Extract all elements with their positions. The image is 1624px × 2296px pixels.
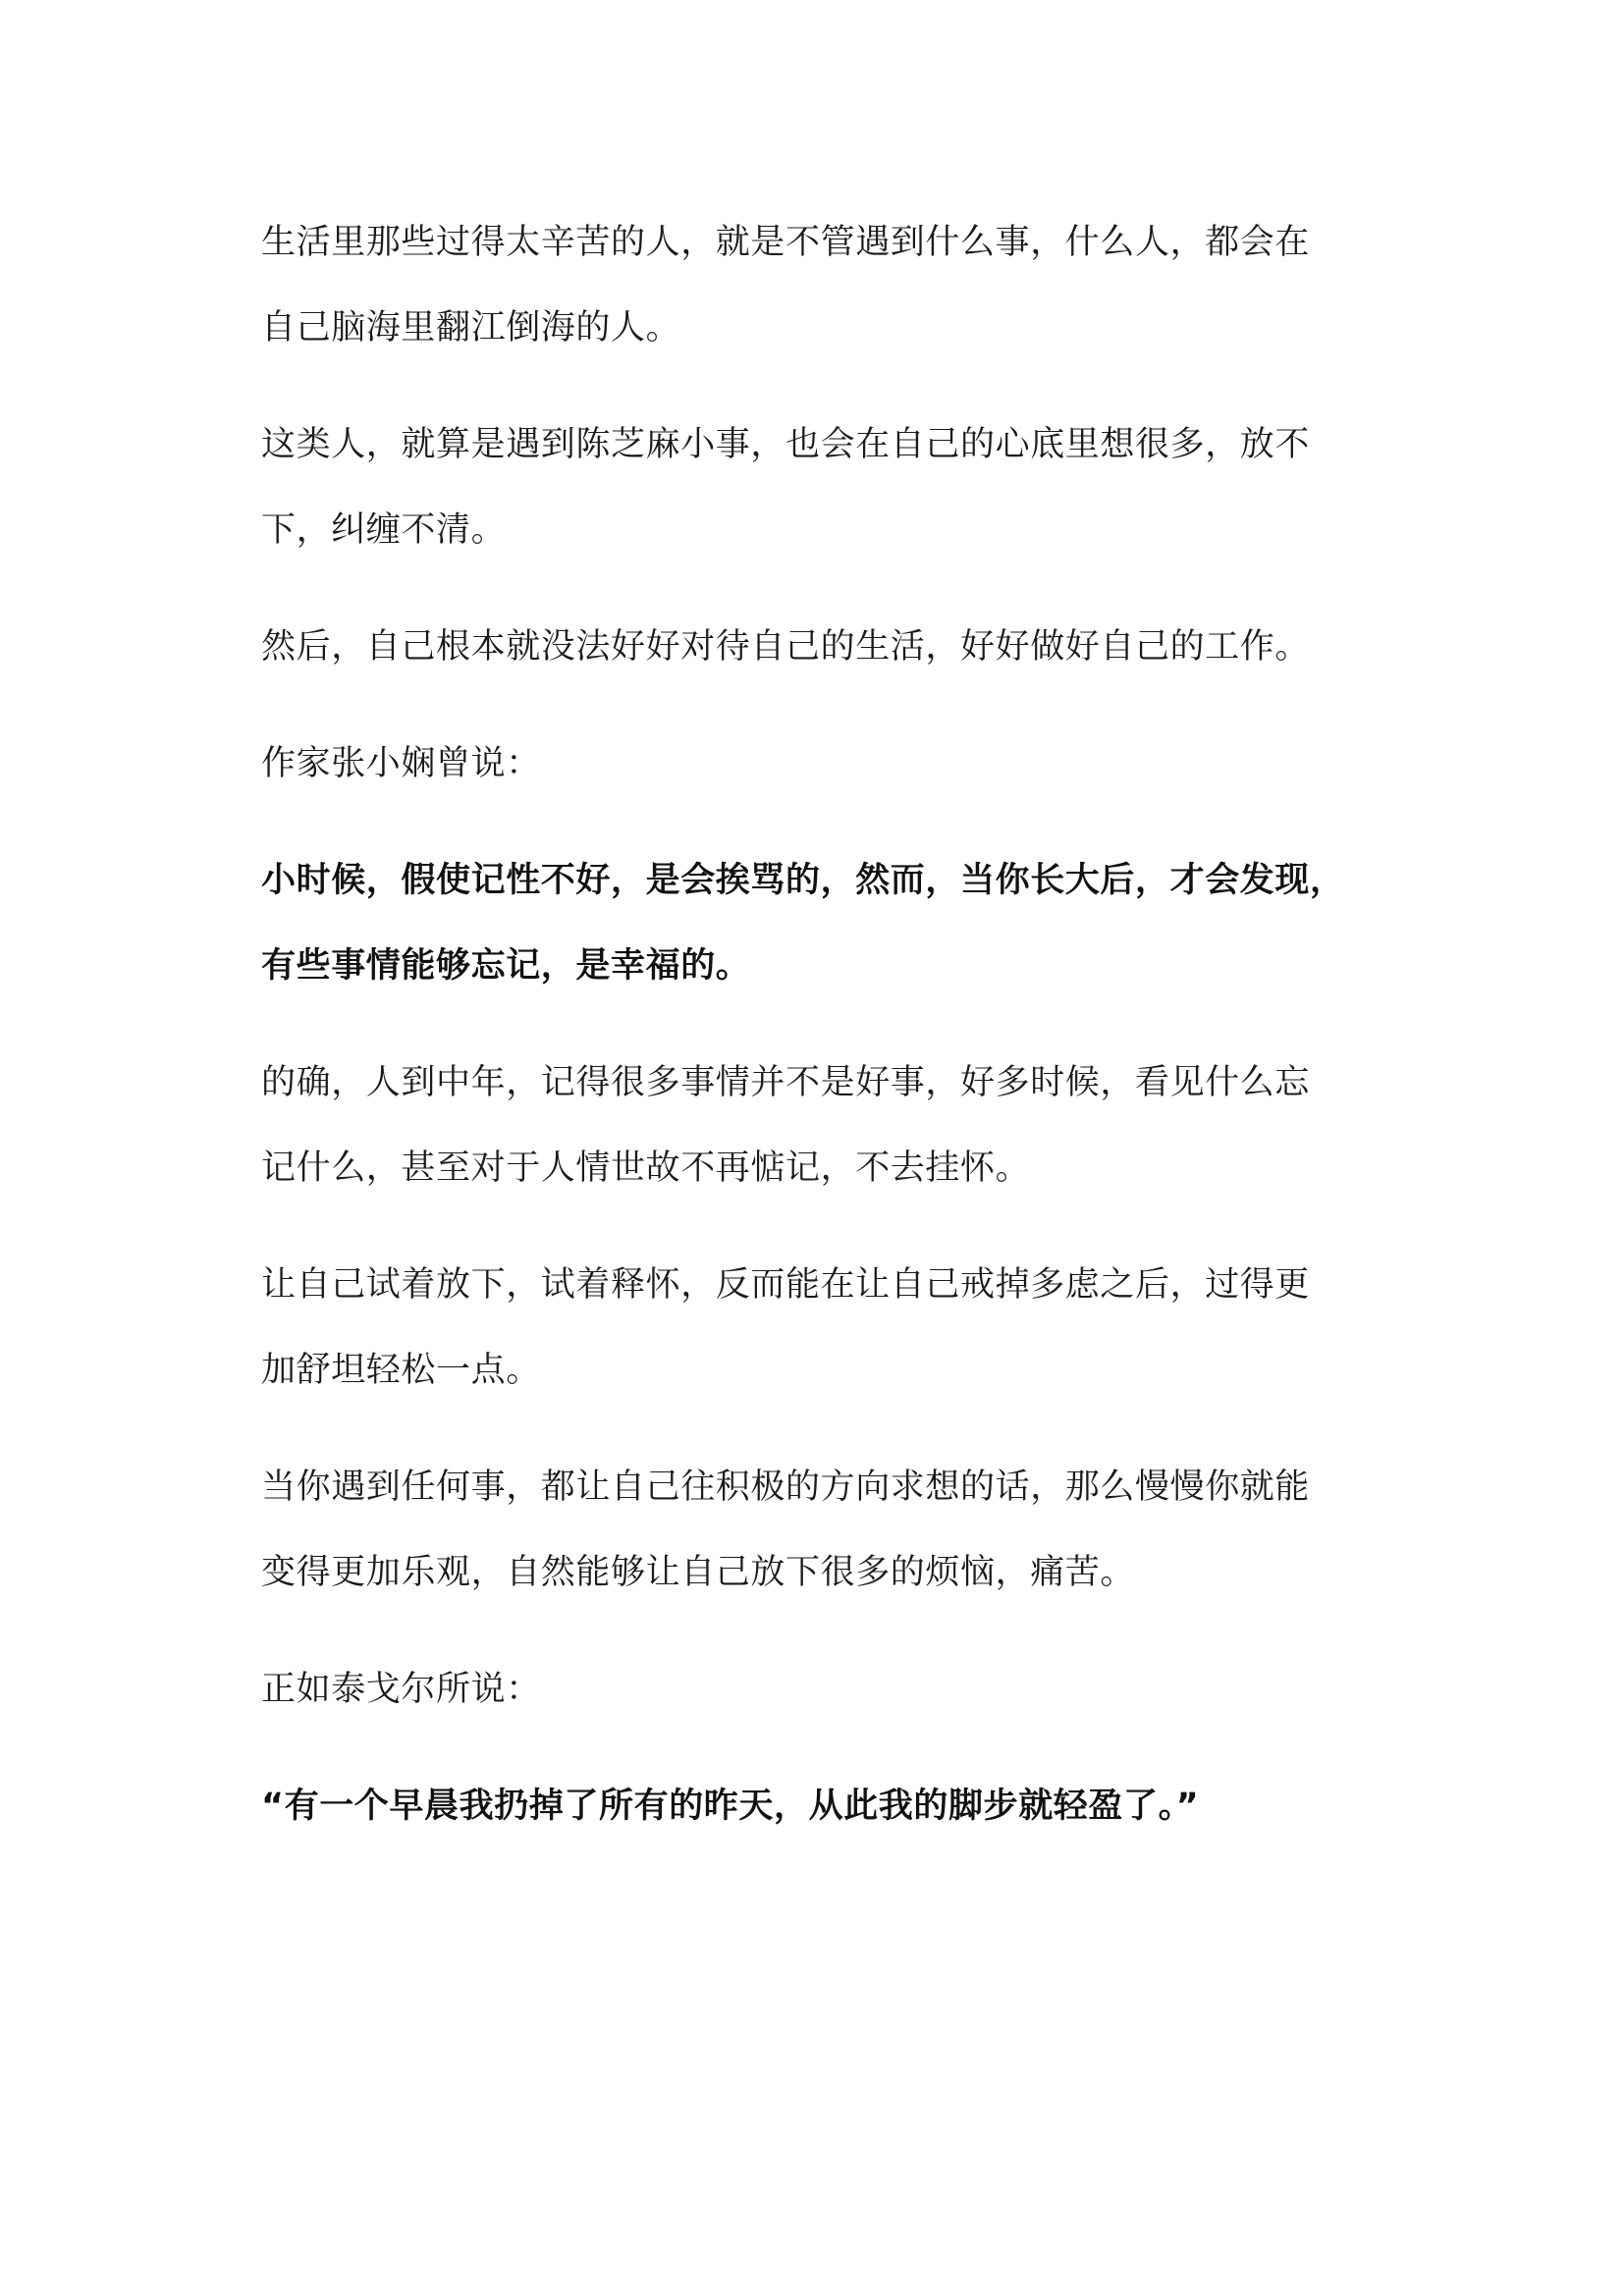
text-line: 这类人，就算是遇到陈芝麻小事，也会在自己的心底里想很多，放不 [261,425,1311,464]
text-line: 让自己试着放下，试着释怀，反而能在让自己戒掉多虑之后，过得更 [261,1265,1311,1305]
text-line: 自己脑海里翻江倒海的人。 [261,308,681,347]
text-line: 有些事情能够忘记，是幸福的。 [261,946,751,986]
text-line: 正如泰戈尔所说： [261,1670,541,1709]
text-line: 小时候，假使记性不好，是会挨骂的，然而，当你长大后，才会发现， [261,861,1345,900]
paragraph-5-bold-quote [261,838,1371,1009]
text-line: 记什么，甚至对于人情世故不再惦记，不去挂怀。 [261,1148,1031,1188]
text-line: 加舒坦轻松一点。 [261,1351,541,1390]
text-line: 然后，自己根本就没法好好对待自己的生活，好好做好自己的工作。 [261,627,1311,667]
paragraph-2 [261,402,1371,573]
paragraph-9-quote-intro [261,1647,1371,1733]
text-line: 下，纠缠不清。 [261,510,507,550]
paragraph-6 [261,1041,1371,1211]
paragraph-4-quote-intro [261,721,1371,807]
document-body [261,218,1371,1898]
text-line: “有一个早晨我扔掉了所有的昨天，从此我的脚步就轻盈了。” [261,1787,1200,1826]
text-line: 作家张小娴曾说： [261,744,541,783]
text-line: 当你遇到任何事，都让自己往积极的方向求想的话，那么慢慢你就能 [261,1468,1311,1507]
text-line: 的确，人到中年，记得很多事情并不是好事，好多时候，看见什么忘 [261,1063,1311,1102]
paragraph-7 [261,1243,1371,1414]
text-line: 生活里那些过得太辛苦的人，就是不管遇到什么事，什么人，都会在 [261,223,1311,262]
paragraph-10-bold-quote [261,1764,1371,1849]
paragraph-1 [261,200,1371,371]
text-line: 变得更加乐观，自然能够让自己放下很多的烦恼，痛苦。 [261,1553,1136,1592]
paragraph-3 [261,605,1371,690]
paragraph-8 [261,1445,1371,1616]
